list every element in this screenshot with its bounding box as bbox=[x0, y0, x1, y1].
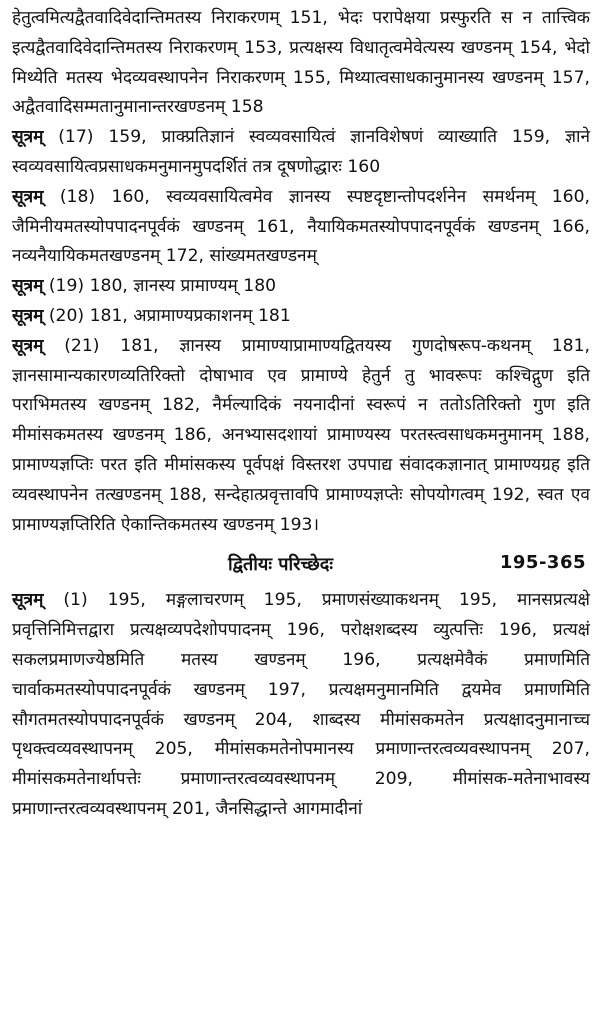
chapter-heading bbox=[12, 548, 590, 584]
section-one bbox=[12, 4, 590, 540]
sutra-text: (1) 195, मङ्गलाचरणम् 195, प्रमाणसंख्याकथनम् 195, मानसप्रत्यक्षे प्रवृत्तिनिमित्तद्वारा प्रत्यक्षव्यपदेशोपपादनम् 196, परोक्षशब्दस्य व्युत्पत्तिः 196, प्रत्यक्षं सकलप्रमाणज्येष्ठमिति मतस्य खण्डनम् 196, प्रत्यक्षमेवैकं प्रमाणमिति चार्वाकमतस्योपपादनपूर्वकं खण्डनम् 197, प्रत्यक्षमनुमानमिति द्वयमेव प्रमाणमिति सौगतमतस्योपपादनपूर्वकं खण्डनम् 204, शाब्दस्य मीमांसकमतेन प्रत्यक्षादनुमानाच्च पृथक्त्वव्यवस्थापनम् 205, मीमांसकमतेनोपमानस्य प्रमाणान्तरत्वव्यवस्थापनम् 207, मीमांसकमतेनार्थापत्तेः प्रमाणान्तरत्वव्यवस्थापनम् 209, मीमांसक-मतेनाभावस्य प्रमाणान्तरत्वव्यवस्थापनम् 201, जैनसिद्धान्ते आगमादीनां bbox=[12, 590, 590, 819]
sutra-entry-17 bbox=[12, 123, 590, 183]
sutra-entry-20 bbox=[12, 302, 590, 332]
section-two bbox=[12, 586, 590, 824]
chapter-title: द्वितीयः परिच्छेदः bbox=[228, 554, 333, 576]
intro-paragraph bbox=[12, 4, 590, 123]
sutra-entry-19 bbox=[12, 272, 590, 302]
sutra-label: सूत्रम् bbox=[12, 276, 44, 297]
sutra-text: (19) 180, ज्ञानस्य प्रामाण्यम् 180 bbox=[43, 276, 277, 297]
sutra-text: (20) 181, अप्रामाण्यप्रकाशनम् 181 bbox=[43, 305, 291, 326]
sutra-label: सूत्रम् bbox=[12, 305, 44, 326]
sutra-text: (17) 159, प्राक्प्रतिज्ञानं स्वव्यवसायित्वं ज्ञानविशेषणं व्याख्याति 159, ज्ञाने स्वव्यवसायित्वप्रसाधकमनुमानमुपदर्शितं तत्र दूषणोद्धारः 160 bbox=[12, 127, 590, 177]
sutra-text: (18) 160, स्वव्यवसायित्वमेव ज्ञानस्य स्पष्टदृष्टान्तोपदर्शनेन समर्थनम् 160, जैमिनीयमतस्योपपादनपूर्वकं खण्डनम् 161, नैयायिकमतस्योपपादनपूर्वकं खण्डनम् 166, नव्यनैयायिकमतखण्डनम् 172, सांख्यमतखण्डनम् bbox=[12, 186, 590, 267]
sutra-label: सूत्रम् bbox=[12, 590, 44, 611]
chapter-page-range: 195-365 bbox=[499, 552, 586, 574]
sutra-text: (21) 181, ज्ञानस्य प्रामाण्याप्रामाण्यद्वितयस्य गुणदोषरूप-कथनम् 181, ज्ञानसामान्यकारणव्यतिरिक्तो दोषाभाव एव प्रामाण्ये हेतुर्न तु भावरूपः कश्चिद्गुण इति पराभिमतस्य खण्डनम् 182, नैर्मल्यादिकं नयनादीनां स्वरूपं न ततोऽतिरिक्तो गुण इति मीमांसकमतस्य खण्डनम् 186, अनभ्यासदशायां प्रामाण्यस्य परतस्त्वसाधकमनुमानम् 188, प्रामाण्यज्ञप्तिः परत इति मीमांसकस्य पूर्वपक्षं विस्तरश उपपाद्य संवादकज्ञानात् प्रामाण्यग्रह इति व्यवस्थापनेन तत्खण्डनम् 188, सन्देहात्प्रवृत्तावपि प्रामाण्यज्ञप्तेः सोपयोगत्वम् 192, स्वत एव प्रामाण्यज्ञप्तिरिति ऐकान्तिकमतस्य खण्डनम् 193। bbox=[12, 335, 590, 535]
sutra-entry-1 bbox=[12, 586, 590, 824]
sutra-entry-18 bbox=[12, 183, 590, 272]
intro-text: हेतुत्वमित्यद्वैतवादिवेदान्तिमतस्य निराकरणम् 151, भेदः परापेक्षया प्रस्फुरति स न तात्त्विक इत्यद्वैतवादिवेदान्तिमतस्य निराकरणम् 153, प्रत्यक्षस्य विधातृत्वमेवेत्यस्य खण्डनम् 154, भेदो मिथ्येति मतस्य भेदव्यवस्थापनेन निराकरणम् 155, मिथ्यात्वसाधकानुमानस्य खण्डनम् 157, अद्वैतवादिसम्मतानुमानान्तरखण्डनम् 158 bbox=[12, 8, 590, 118]
sutra-label: सूत्रम् bbox=[12, 335, 44, 356]
sutra-label: सूत्रम् bbox=[12, 186, 44, 207]
sutra-label: सूत्रम् bbox=[12, 127, 44, 148]
sutra-entry-21 bbox=[12, 332, 590, 541]
